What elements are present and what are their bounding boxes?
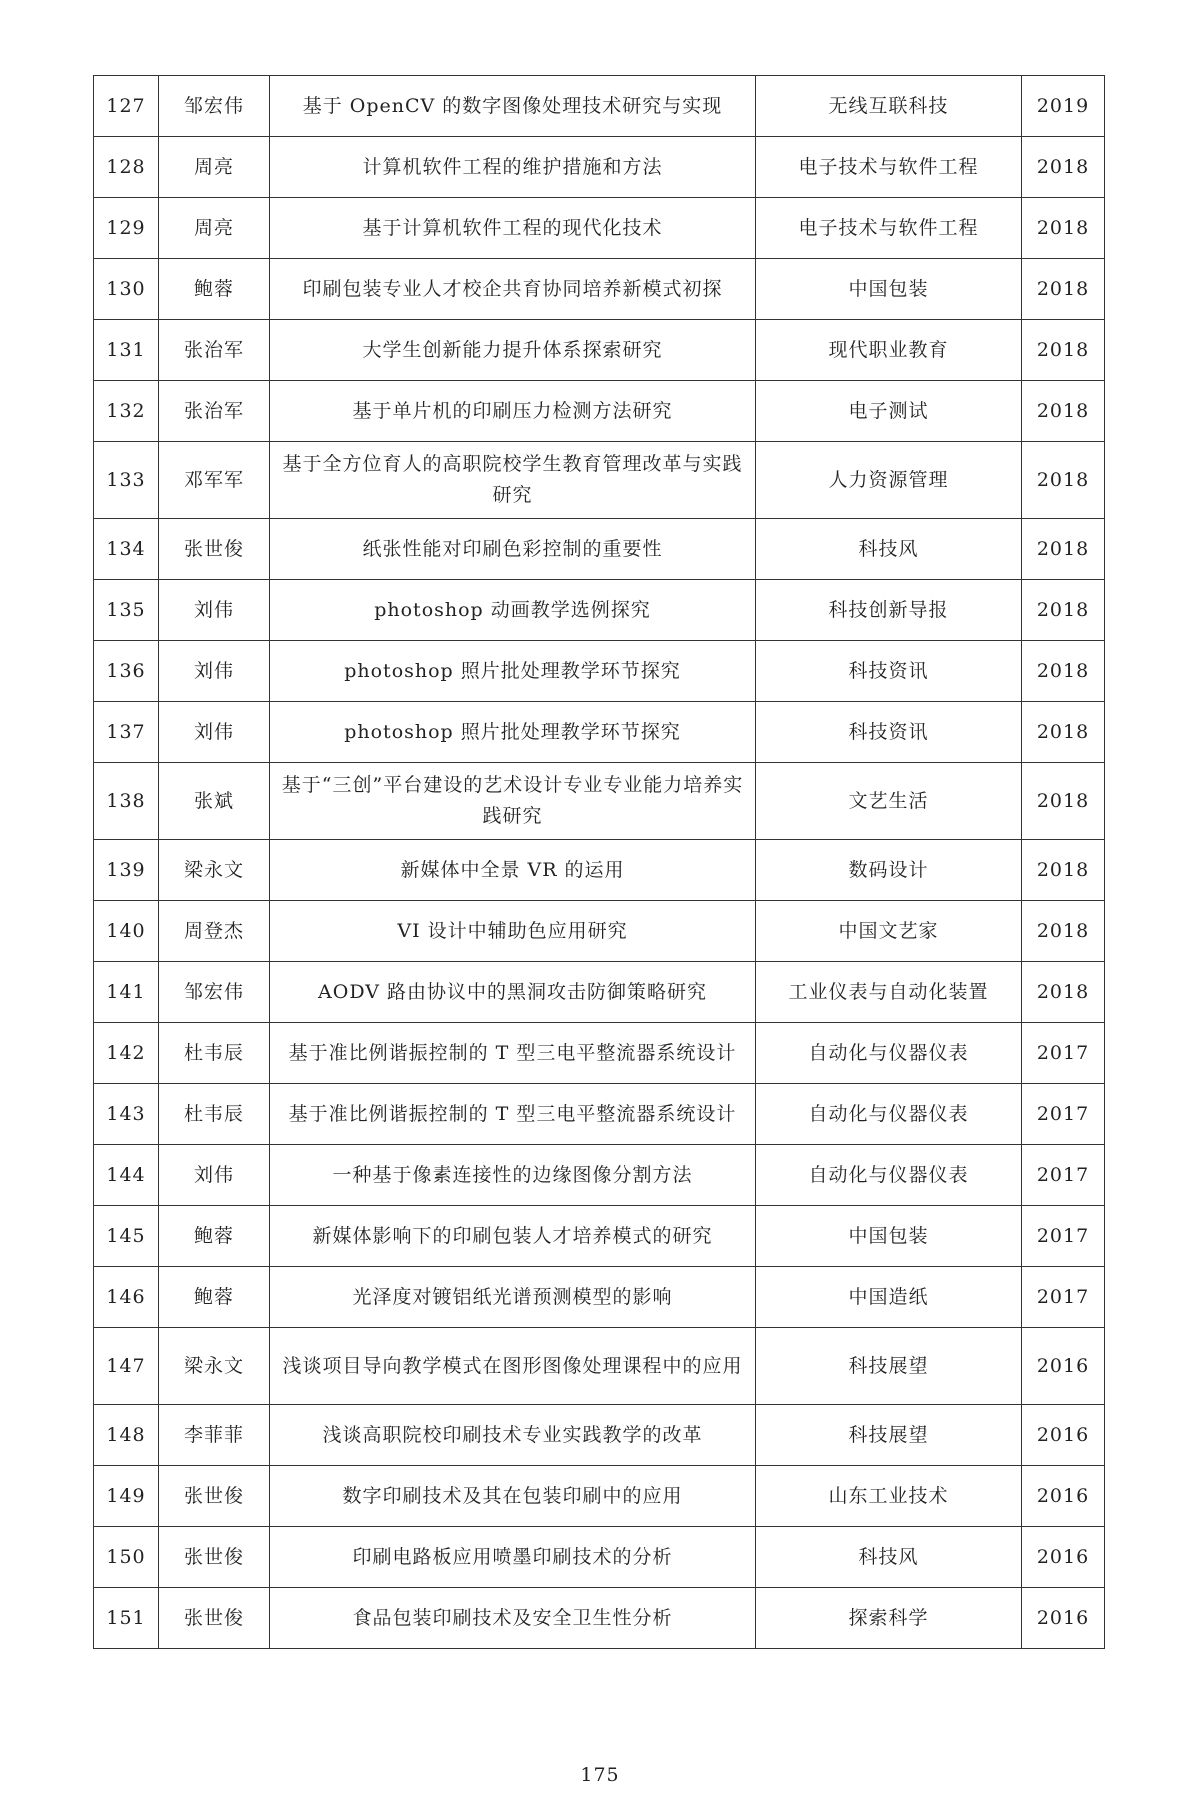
- journal-cell: 科技资讯: [756, 702, 1022, 763]
- table-row: [94, 1145, 1105, 1206]
- year-cell: 2018: [1022, 381, 1105, 442]
- table-row: [94, 519, 1105, 580]
- author-cell: 李菲菲: [159, 1405, 270, 1466]
- table-row: [94, 840, 1105, 901]
- table-row: [94, 1328, 1105, 1405]
- author-cell: 周亮: [159, 137, 270, 198]
- row-number-cell: 149: [94, 1466, 159, 1527]
- author-cell: 张治军: [159, 381, 270, 442]
- journal-cell: 自动化与仪器仪表: [756, 1084, 1022, 1145]
- table-row: [94, 137, 1105, 198]
- author-cell: 杜韦辰: [159, 1023, 270, 1084]
- row-number-cell: 151: [94, 1588, 159, 1649]
- row-number-cell: 136: [94, 641, 159, 702]
- year-cell: 2016: [1022, 1328, 1105, 1405]
- papers-table-body: [94, 76, 1105, 1649]
- year-cell: 2018: [1022, 519, 1105, 580]
- journal-cell: 工业仪表与自动化装置: [756, 962, 1022, 1023]
- paper-title-cell: 印刷包装专业人才校企共育协同培养新模式初探: [270, 259, 756, 320]
- row-number-cell: 147: [94, 1328, 159, 1405]
- paper-title-cell: 基于全方位育人的高职院校学生教育管理改革与实践研究: [270, 442, 756, 519]
- journal-cell: 无线互联科技: [756, 76, 1022, 137]
- table-row: [94, 1588, 1105, 1649]
- year-cell: 2018: [1022, 198, 1105, 259]
- journal-cell: 人力资源管理: [756, 442, 1022, 519]
- author-cell: 周登杰: [159, 901, 270, 962]
- table-row: [94, 381, 1105, 442]
- author-cell: 杜韦辰: [159, 1084, 270, 1145]
- journal-cell: 中国包装: [756, 259, 1022, 320]
- table-row: [94, 1527, 1105, 1588]
- journal-cell: 探索科学: [756, 1588, 1022, 1649]
- year-cell: 2017: [1022, 1206, 1105, 1267]
- journal-cell: 山东工业技术: [756, 1466, 1022, 1527]
- table-row: [94, 763, 1105, 840]
- table-row: [94, 1206, 1105, 1267]
- author-cell: 梁永文: [159, 840, 270, 901]
- paper-title-cell: 纸张性能对印刷色彩控制的重要性: [270, 519, 756, 580]
- paper-title-cell: VI 设计中辅助色应用研究: [270, 901, 756, 962]
- table-row: [94, 702, 1105, 763]
- author-cell: 周亮: [159, 198, 270, 259]
- year-cell: 2017: [1022, 1084, 1105, 1145]
- year-cell: 2017: [1022, 1145, 1105, 1206]
- journal-cell: 自动化与仪器仪表: [756, 1145, 1022, 1206]
- paper-title-cell: 大学生创新能力提升体系探索研究: [270, 320, 756, 381]
- row-number-cell: 129: [94, 198, 159, 259]
- table-row: [94, 76, 1105, 137]
- year-cell: 2019: [1022, 76, 1105, 137]
- table-row: [94, 580, 1105, 641]
- journal-cell: 文艺生活: [756, 763, 1022, 840]
- journal-cell: 中国造纸: [756, 1267, 1022, 1328]
- paper-title-cell: AODV 路由协议中的黑洞攻击防御策略研究: [270, 962, 756, 1023]
- year-cell: 2018: [1022, 840, 1105, 901]
- paper-title-cell: 基于单片机的印刷压力检测方法研究: [270, 381, 756, 442]
- paper-title-cell: 基于“三创”平台建设的艺术设计专业专业能力培养实践研究: [270, 763, 756, 840]
- journal-cell: 现代职业教育: [756, 320, 1022, 381]
- year-cell: 2016: [1022, 1466, 1105, 1527]
- journal-cell: 中国包装: [756, 1206, 1022, 1267]
- table-row: [94, 1405, 1105, 1466]
- row-number-cell: 142: [94, 1023, 159, 1084]
- author-cell: 刘伟: [159, 1145, 270, 1206]
- journal-cell: 电子测试: [756, 381, 1022, 442]
- table-row: [94, 641, 1105, 702]
- page-number: 175: [580, 1764, 620, 1786]
- paper-title-cell: 基于准比例谐振控制的 T 型三电平整流器系统设计: [270, 1023, 756, 1084]
- author-cell: 刘伟: [159, 702, 270, 763]
- year-cell: 2018: [1022, 137, 1105, 198]
- paper-title-cell: 新媒体影响下的印刷包装人才培养模式的研究: [270, 1206, 756, 1267]
- author-cell: 张世俊: [159, 1588, 270, 1649]
- row-number-cell: 143: [94, 1084, 159, 1145]
- author-cell: 张斌: [159, 763, 270, 840]
- table-row: [94, 1466, 1105, 1527]
- year-cell: 2018: [1022, 259, 1105, 320]
- author-cell: 邹宏伟: [159, 76, 270, 137]
- row-number-cell: 148: [94, 1405, 159, 1466]
- year-cell: 2016: [1022, 1405, 1105, 1466]
- author-cell: 张世俊: [159, 1466, 270, 1527]
- journal-cell: 科技展望: [756, 1405, 1022, 1466]
- row-number-cell: 145: [94, 1206, 159, 1267]
- row-number-cell: 138: [94, 763, 159, 840]
- paper-title-cell: 光泽度对镀铝纸光谱预测模型的影响: [270, 1267, 756, 1328]
- paper-title-cell: photoshop 照片批处理教学环节探究: [270, 641, 756, 702]
- table-row: [94, 901, 1105, 962]
- row-number-cell: 144: [94, 1145, 159, 1206]
- author-cell: 邓军军: [159, 442, 270, 519]
- paper-title-cell: 印刷电路板应用喷墨印刷技术的分析: [270, 1527, 756, 1588]
- paper-title-cell: 计算机软件工程的维护措施和方法: [270, 137, 756, 198]
- paper-title-cell: photoshop 动画教学选例探究: [270, 580, 756, 641]
- author-cell: 张世俊: [159, 519, 270, 580]
- year-cell: 2018: [1022, 962, 1105, 1023]
- year-cell: 2016: [1022, 1527, 1105, 1588]
- row-number-cell: 132: [94, 381, 159, 442]
- year-cell: 2018: [1022, 763, 1105, 840]
- author-cell: 邹宏伟: [159, 962, 270, 1023]
- paper-title-cell: 一种基于像素连接性的边缘图像分割方法: [270, 1145, 756, 1206]
- author-cell: 鲍蓉: [159, 1267, 270, 1328]
- year-cell: 2016: [1022, 1588, 1105, 1649]
- paper-title-cell: 浅谈项目导向教学模式在图形图像处理课程中的应用: [270, 1328, 756, 1405]
- journal-cell: 科技风: [756, 519, 1022, 580]
- paper-title-cell: 浅谈高职院校印刷技术专业实践教学的改革: [270, 1405, 756, 1466]
- author-cell: 梁永文: [159, 1328, 270, 1405]
- row-number-cell: 135: [94, 580, 159, 641]
- paper-title-cell: 食品包装印刷技术及安全卫生性分析: [270, 1588, 756, 1649]
- table-row: [94, 320, 1105, 381]
- journal-cell: 电子技术与软件工程: [756, 137, 1022, 198]
- year-cell: 2018: [1022, 320, 1105, 381]
- row-number-cell: 133: [94, 442, 159, 519]
- table-row: [94, 1267, 1105, 1328]
- table-row: [94, 442, 1105, 519]
- row-number-cell: 150: [94, 1527, 159, 1588]
- row-number-cell: 134: [94, 519, 159, 580]
- paper-title-cell: 新媒体中全景 VR 的运用: [270, 840, 756, 901]
- year-cell: 2017: [1022, 1267, 1105, 1328]
- year-cell: 2018: [1022, 580, 1105, 641]
- row-number-cell: 127: [94, 76, 159, 137]
- table-row: [94, 1084, 1105, 1145]
- row-number-cell: 141: [94, 962, 159, 1023]
- table-row: [94, 962, 1105, 1023]
- author-cell: 刘伟: [159, 580, 270, 641]
- year-cell: 2018: [1022, 641, 1105, 702]
- journal-cell: 数码设计: [756, 840, 1022, 901]
- row-number-cell: 139: [94, 840, 159, 901]
- author-cell: 刘伟: [159, 641, 270, 702]
- row-number-cell: 131: [94, 320, 159, 381]
- paper-title-cell: 基于准比例谐振控制的 T 型三电平整流器系统设计: [270, 1084, 756, 1145]
- row-number-cell: 146: [94, 1267, 159, 1328]
- year-cell: 2018: [1022, 901, 1105, 962]
- journal-cell: 科技展望: [756, 1328, 1022, 1405]
- journal-cell: 电子技术与软件工程: [756, 198, 1022, 259]
- journal-cell: 科技风: [756, 1527, 1022, 1588]
- year-cell: 2018: [1022, 702, 1105, 763]
- row-number-cell: 140: [94, 901, 159, 962]
- table-row: [94, 1023, 1105, 1084]
- author-cell: 鲍蓉: [159, 1206, 270, 1267]
- paper-title-cell: 基于计算机软件工程的现代化技术: [270, 198, 756, 259]
- author-cell: 张治军: [159, 320, 270, 381]
- journal-cell: 中国文艺家: [756, 901, 1022, 962]
- table-row: [94, 259, 1105, 320]
- paper-title-cell: photoshop 照片批处理教学环节探究: [270, 702, 756, 763]
- papers-table: [93, 75, 1105, 1649]
- year-cell: 2017: [1022, 1023, 1105, 1084]
- year-cell: 2018: [1022, 442, 1105, 519]
- journal-cell: 科技创新导报: [756, 580, 1022, 641]
- paper-title-cell: 基于 OpenCV 的数字图像处理技术研究与实现: [270, 76, 756, 137]
- row-number-cell: 128: [94, 137, 159, 198]
- paper-title-cell: 数字印刷技术及其在包装印刷中的应用: [270, 1466, 756, 1527]
- row-number-cell: 130: [94, 259, 159, 320]
- row-number-cell: 137: [94, 702, 159, 763]
- author-cell: 张世俊: [159, 1527, 270, 1588]
- author-cell: 鲍蓉: [159, 259, 270, 320]
- journal-cell: 自动化与仪器仪表: [756, 1023, 1022, 1084]
- journal-cell: 科技资讯: [756, 641, 1022, 702]
- table-row: [94, 198, 1105, 259]
